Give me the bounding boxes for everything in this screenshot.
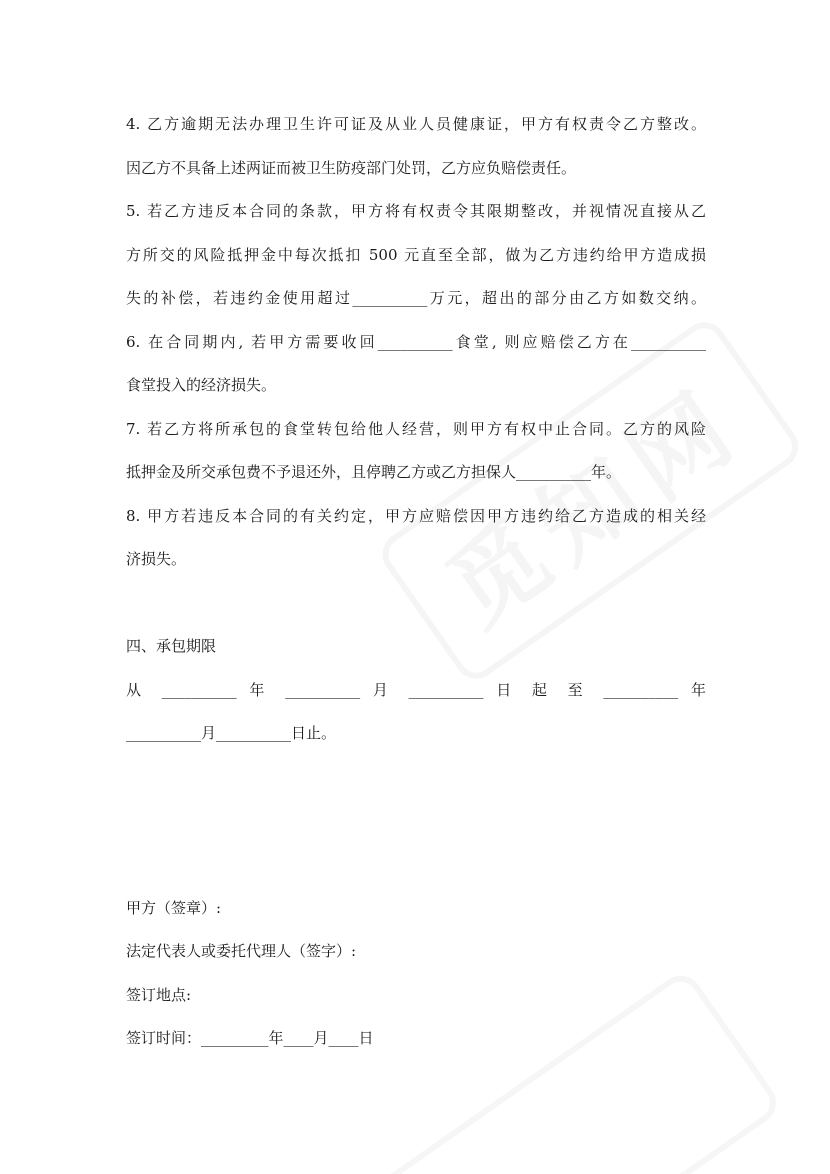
watermark-stamp-icon (374, 313, 807, 687)
representative-signature: 法定代表人或委托代理人（签字）: (126, 942, 357, 960)
clause-6-line-2: 食堂投入的经济损失。 (126, 376, 277, 394)
term-period-line-2: __________月__________日止。 (126, 724, 337, 742)
clause-8-line-2: 济损失。 (126, 550, 187, 568)
clause-4-line-2: 因乙方不具备上述两证而被卫生防疫部门处罚，乙方应负赔偿责任。 (126, 159, 577, 177)
party-a-seal: 甲方（签章）: (126, 899, 222, 917)
clause-5-line-3: 失的补偿，若违约金使用超过__________万元，超出的部分由乙方如数交纳。 (126, 289, 706, 307)
signing-place: 签订地点: (126, 986, 192, 1004)
clause-7-line-2: 抵押金及所交承包费不予退还外，且停聘乙方或乙方担保人__________年。 (126, 463, 622, 481)
clause-6-line-1: 6. 在合同期内, 若甲方需要收回__________食堂, 则应赔偿乙方在__________ (126, 333, 706, 351)
term-period-line-1: 从 __________ 年 __________ 月 __________ 日 起 至 __________ 年 (126, 681, 706, 699)
clause-7-line-1: 7. 若乙方将所承包的食堂转包给他人经营，则甲方有权中止合同。乙方的风险 (126, 420, 706, 438)
section-heading-term: 四、承包期限 (126, 637, 217, 655)
clause-4-line-1: 4. 乙方逾期无法办理卫生许可证及从业人员健康证，甲方有权责令乙方整改。 (126, 115, 706, 133)
clause-5-line-1: 5. 若乙方违反本合同的条款，甲方将有权责令其限期整改，并视情况直接从乙 (126, 202, 706, 220)
clause-8-line-1: 8. 甲方若违反本合同的有关约定，甲方应赔偿因甲方违约给乙方造成的相关经 (126, 507, 706, 525)
clause-5-line-2: 方所交的风险抵押金中每次抵扣 500 元直至全部，做为乙方违约给甲方造成损 (126, 246, 706, 264)
signing-time: 签订时间：_________年____月____日 (126, 1029, 374, 1047)
